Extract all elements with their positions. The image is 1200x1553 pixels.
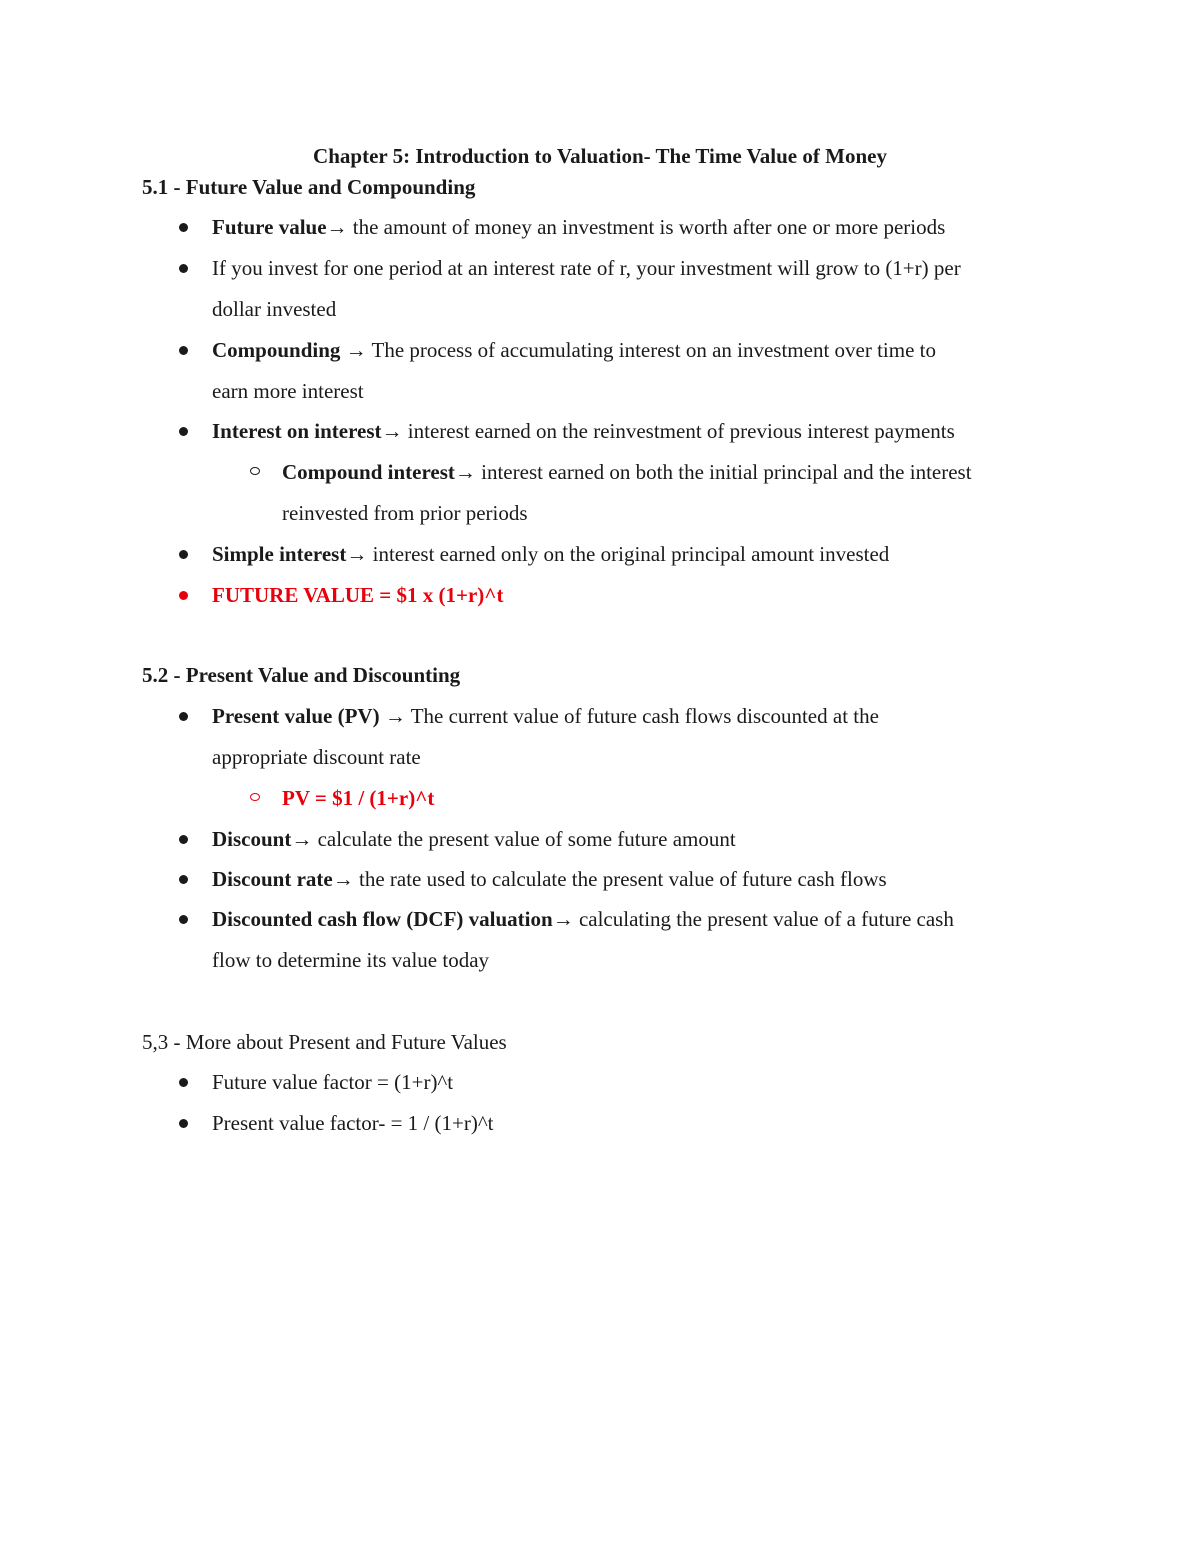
list-item-compound-interest: [282, 457, 972, 487]
list-item-compounding-cont: earn more interest: [212, 379, 364, 403]
bullet-icon: [179, 223, 188, 232]
page-title: Chapter 5: Introduction to Valuation- The Time Value of Money: [313, 144, 887, 168]
definition-interest-on-interest: → interest earned on the reinvestment of previous interest payments: [381, 419, 955, 443]
term-dcf-valuation: Discounted cash flow (DCF) valuation: [212, 907, 553, 931]
bullet-icon: [179, 835, 188, 844]
list-item-present-value-cont: appropriate discount rate: [212, 745, 421, 769]
list-item-discount: [212, 824, 736, 854]
bullet-icon: [179, 550, 188, 559]
list-item-compound-interest-cont: reinvested from prior periods: [282, 501, 528, 525]
list-item-present-value: [212, 701, 879, 731]
definition-dcf-valuation: → calculating the present value of a future cash: [552, 907, 954, 931]
definition-future-value: → the amount of money an investment is worth after one or more periods: [326, 215, 946, 239]
definition-discount: → calculate the present value of some future amount: [291, 827, 736, 851]
list-item-simple-interest: [212, 539, 889, 569]
bullet-icon: [179, 875, 188, 884]
bullet-icon: [179, 591, 188, 600]
list-item-fv-factor: Future value factor = (1+r)^t: [212, 1070, 454, 1094]
definition-compounding: → The process of accumulating interest on an investment over time to: [340, 338, 937, 362]
list-item-invest-line-1: If you invest for one period at an interest rate of r, your investment will grow to (1+r) per: [212, 256, 961, 280]
present-value-formula: PV = $1 / (1+r)^t: [282, 786, 435, 810]
term-present-value: Present value (PV): [212, 704, 380, 728]
section-heading-5-3: 5,3 - More about Present and Future Values: [142, 1030, 507, 1054]
term-compounding: Compounding: [212, 338, 341, 362]
list-item-future-value: [212, 212, 945, 242]
list-item-dcf: [212, 904, 954, 934]
bullet-icon: [179, 1078, 188, 1087]
term-interest-on-interest: Interest on interest: [212, 419, 382, 443]
bullet-icon: [179, 915, 188, 924]
list-item-fv-formula: [212, 580, 503, 610]
definition-simple-interest: → interest earned only on the original principal amount invested: [346, 542, 890, 566]
section-heading-5-2: 5.2 - Present Value and Discounting: [142, 663, 461, 687]
term-future-value: Future value: [212, 215, 327, 239]
list-item-invest-line-2: dollar invested: [212, 297, 337, 321]
list-item-pv-factor: Present value factor- = 1 / (1+r)^t: [212, 1111, 494, 1135]
bullet-icon: [179, 346, 188, 355]
definition-discount-rate: → the rate used to calculate the present value of future cash flows: [332, 867, 887, 891]
term-discount: Discount: [212, 827, 292, 851]
list-item-compounding: [212, 335, 936, 365]
list-item-discount-rate: [212, 864, 887, 894]
sub-bullet-icon: [250, 467, 260, 475]
term-compound-interest: Compound interest: [282, 460, 455, 484]
sub-bullet-icon: [250, 793, 260, 801]
bullet-icon: [179, 712, 188, 721]
bullet-icon: [179, 1119, 188, 1128]
term-discount-rate: Discount rate: [212, 867, 333, 891]
section-heading-5-1: 5.1 - Future Value and Compounding: [142, 175, 476, 199]
bullet-icon: [179, 427, 188, 436]
list-item-interest-on-interest: [212, 416, 955, 446]
term-simple-interest: Simple interest: [212, 542, 347, 566]
list-item-pv-formula: [282, 783, 434, 813]
bullet-icon: [179, 264, 188, 273]
future-value-formula: FUTURE VALUE = $1 x (1+r)^t: [212, 583, 504, 607]
definition-present-value: → The current value of future cash flows discounted at the: [379, 704, 879, 728]
definition-compound-interest: → interest earned on both the initial principal and the interest: [454, 460, 972, 484]
list-item-dcf-cont: flow to determine its value today: [212, 948, 490, 972]
